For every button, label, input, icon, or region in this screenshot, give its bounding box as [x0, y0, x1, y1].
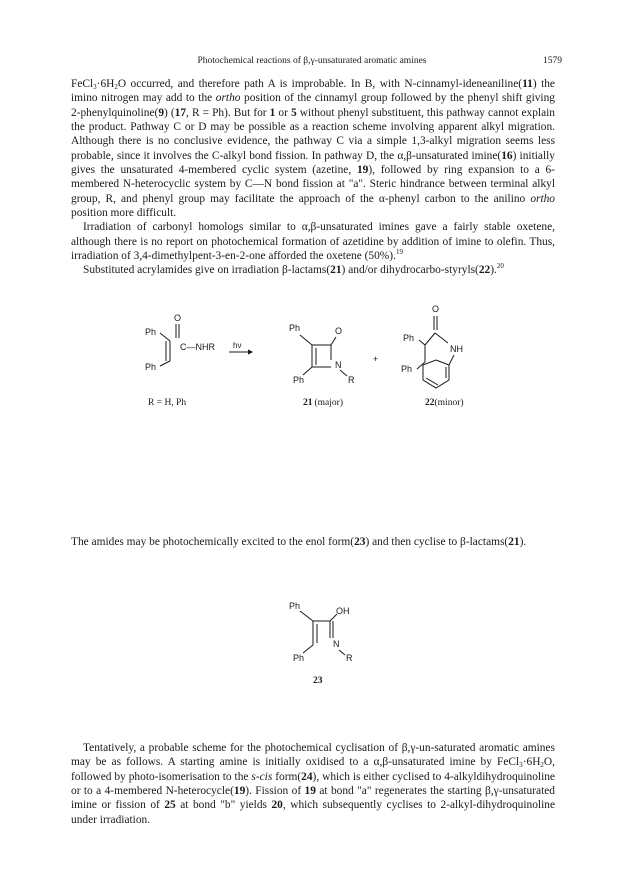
beta-lactam-structure	[289, 323, 355, 408]
hv-arrow	[229, 341, 252, 354]
ph-label: Ph	[145, 362, 157, 372]
paragraph-enol: The amides may be photochemically excited to the enol form(23) and then cyclise to β-lactams(21).	[71, 536, 527, 548]
page-number: 1579	[543, 56, 562, 66]
running-title: Photochemical reactions of β,γ-unsaturated aromatic amines	[197, 56, 427, 66]
acrylamide-structure	[145, 313, 215, 408]
enol-form-structure	[289, 601, 353, 686]
ph-label: Ph	[293, 375, 305, 385]
running-header	[0, 56, 624, 70]
compound-23-caption: 23	[313, 676, 323, 686]
compound-22-caption: 22(minor)	[425, 398, 464, 408]
hydroxyl-label: OH	[336, 606, 350, 616]
ph-label: Ph	[289, 323, 301, 333]
r-label: R	[346, 653, 353, 663]
nh-label: NH	[450, 344, 463, 354]
arrow-label: hν	[233, 341, 242, 350]
amide-label: C—NHR	[180, 342, 215, 352]
ph-label: Ph	[289, 601, 301, 611]
oxygen-label: O	[335, 326, 343, 336]
paragraph-pathways: $FeCl_3\cdot 6H_2O$ occurred, and therefore path A is improbable. In B, with N-cinnamyl-ideneaniline(11) the imino nitrogen may add to the ortho position of the cinnamyl group followed by the phenyl shift giving 2-phenylquinoline(9) (17, R = Ph). But for 1 or 5 without phenyl substituent, this pathway cannot explain the product. Pathway C or D may be possible as a reaction scheme involving apparent alkyl migration. Although there is no conclusive evidence, the pathway C via a simple 1,3-alkyl migration seems less probable, since it involves the C-alkyl bond fission. In pathway D, the α,β-unsaturated imine(16) initially gives the unsaturated 4-membered cyclic system (azetine, 19), followed by ring expansion to a 6-membered N-heterocyclic system by C—N bond fission at "a". Steric hindrance between terminal alkyl group, R, and phenyl group may facilitate the approach of the α-phenyl carbon to the anilino ortho position more difficult.	[71, 78, 555, 220]
ph-label: Ph	[401, 364, 413, 374]
text-block-bottom	[71, 741, 555, 827]
ph-label: Ph	[293, 653, 305, 663]
paragraph-acrylamides: Substituted acrylamides give on irradiation β-lactams(21) and/or dihydrocarbo-styryls(22).$^{20}$	[83, 262, 504, 277]
text-block-top	[71, 77, 555, 278]
oxygen-label: O	[174, 313, 182, 323]
oxygen-label: O	[432, 304, 440, 314]
text-block-middle	[71, 535, 555, 549]
nitrogen-label: N	[335, 360, 342, 370]
paragraph-mechanism: Tentatively, a probable scheme for the photochemical cyclisation of β,γ-un-saturated aromatic amines may be as follows. A starting amine is initially oxidised to a α,β-unsaturated imine by $FeCl_3\cdot 6H_2O$, followed by photo-isomerisation to the s-cis form(24), which is either cyclised to 4-alkyldihydroquinoline or to a 4-membered N-heterocycle(19). Fission of 19 at bond "a" regenerates the starting β,γ-unsaturated imine or fission of 25 at bond "b" yields 20, which subsequently cyclises to 2-alkyl-dihydroquinoline under irradiation.	[71, 742, 556, 826]
nitrogen-label: N	[333, 639, 340, 649]
compound-21-caption: 21 (major)	[303, 398, 343, 408]
r-label: R	[348, 375, 355, 385]
r-definition: R = H, Ph	[148, 398, 187, 408]
ph-label: Ph	[145, 327, 157, 337]
plus-sign: +	[373, 354, 379, 364]
paragraph-carbonyl: Irradiation of carbonyl homologs similar to α,β-unsaturated imines gave a fairly stable oxetene, although there is no report on photochemical formation of azetidine by addition of imine to olefin. Thus, irradiation of 3,4-dimethylpent-3-en-2-one afforded the oxetene (50%).$^{19}$	[71, 221, 555, 263]
ph-label: Ph	[403, 333, 415, 343]
dihydrocarbostyryl-structure	[401, 304, 464, 408]
